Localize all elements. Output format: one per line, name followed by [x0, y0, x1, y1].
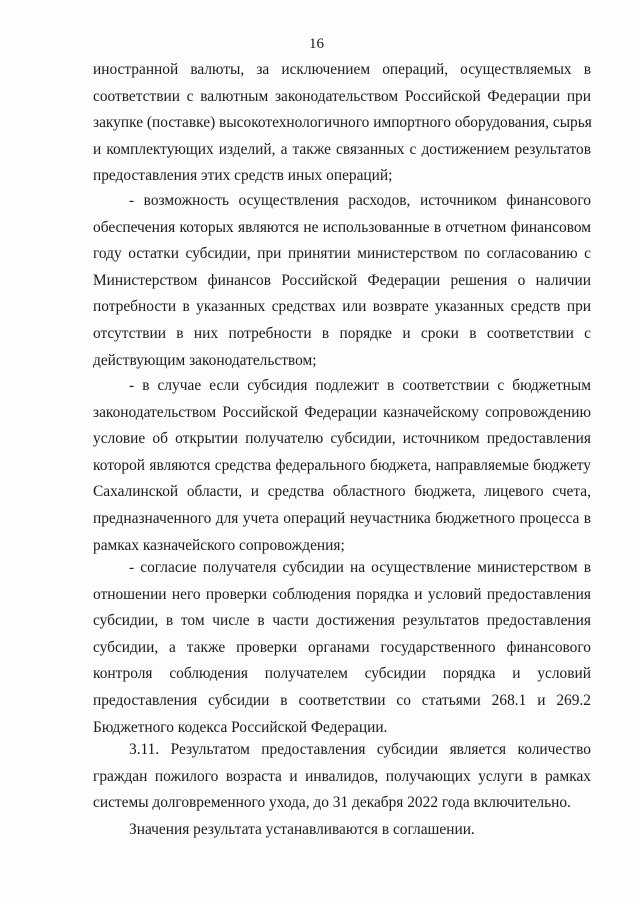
text-line: рамках казначейского сопровождения; [93, 536, 345, 554]
text-line: предоставления этих средств иных операций; [93, 167, 393, 185]
text-line: Значения результата устанавливаются в соглашении. [129, 821, 475, 838]
text-line: - возможность осуществления расходов, источником финансового [129, 192, 591, 209]
paragraph-6 [93, 817, 591, 844]
paragraph-4 [93, 555, 591, 741]
paragraph-5 [93, 737, 591, 817]
text-line: отношении него проверки соблюдения порядка и условий предоставления [93, 585, 591, 603]
page-number: 16 [309, 36, 324, 52]
text-line: закупке (поставке) высокотехнологичного импортного оборудования, сырья [93, 114, 592, 132]
text-line: условие об открытии получателю субсидии, источником предоставления [93, 430, 591, 448]
text-line: законодательством Российской Федерации казначейскому сопровождению [93, 403, 591, 421]
text-line: и комплектующих изделий, а также связанных с достижением результатов [93, 140, 591, 158]
text-line: системы долговременного ухода, до 31 декабря 2022 года включительно. [93, 794, 571, 812]
text-line: Бюджетного кодекса Российской Федерации. [93, 718, 388, 736]
text-line: потребности в указанных средствах или возврате указанных средств при [93, 298, 591, 316]
text-line: 3.11. Результатом предоставления субсидии является количество [129, 741, 591, 758]
text-line: соответствии с валютным законодательством Российской Федерации при [93, 87, 591, 105]
text-line: Министерством финансов Российской Федерации решения о наличии [93, 271, 591, 289]
text-line: которой являются средства федерального бюджета, направляемые бюджету [93, 456, 591, 474]
text-line: году остатки субсидии, при принятии министерством по согласованию с [93, 245, 591, 263]
paragraph-1 [93, 57, 591, 190]
text-line: субсидии, в том числе в части достижения результатов предоставления [93, 612, 591, 630]
text-line: иностранной валюты, за исключением операций, осуществляемых в [93, 61, 591, 78]
text-line: действующим законодательством; [93, 351, 317, 369]
text-line: - в случае если субсидия подлежит в соответствии с бюджетным [129, 377, 591, 394]
text-line: предоставления субсидии в соответствии со статьями 268.1 и 269.2 [93, 691, 591, 709]
text-line: предназначенного для учета операций неучастника бюджетного процесса в [93, 509, 591, 527]
text-line: субсидии, а также проверки органами государственного финансового [93, 638, 591, 656]
paragraph-2 [93, 188, 591, 374]
text-line: граждан пожилого возраста и инвалидов, получающих услуги в рамках [93, 767, 591, 785]
text-line: - согласие получателя субсидии на осуществление министерством в [129, 559, 591, 576]
text-line: обеспечения которых являются не использованные в отчетном финансовом [93, 218, 591, 236]
paragraph-3 [93, 373, 591, 559]
text-line: отсутствии в них потребности в порядке и сроки в соответствии с [93, 324, 591, 342]
text-line: Сахалинской области, и средства областного бюджета, лицевого счета, [93, 483, 591, 501]
text-line: контроля соблюдения получателем субсидии порядка и условий [93, 665, 591, 683]
